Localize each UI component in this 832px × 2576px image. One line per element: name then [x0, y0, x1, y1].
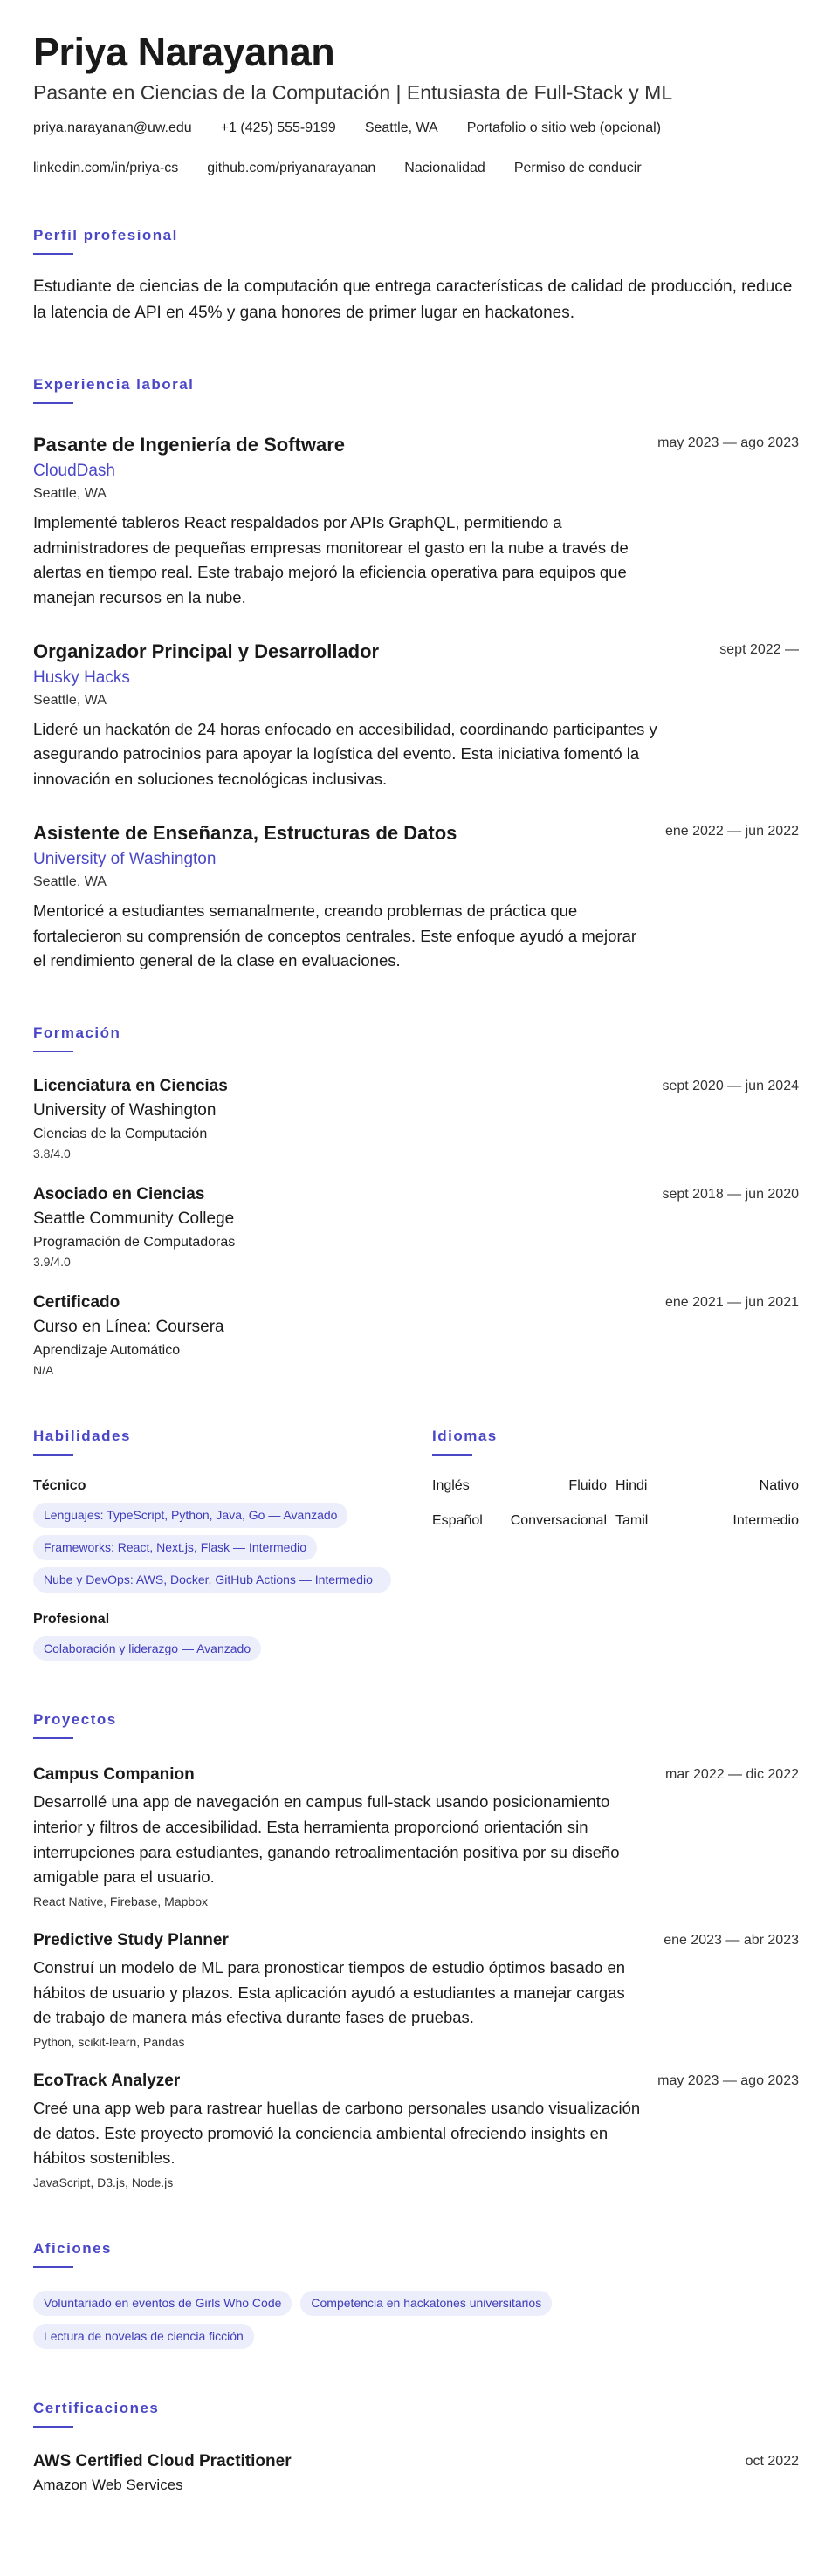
project-tech: Python, scikit-learn, Pandas: [33, 2035, 185, 2050]
education-score: N/A: [33, 1362, 54, 1377]
education-degree: Licenciatura en Ciencias: [33, 1076, 228, 1095]
education-score: 3.9/4.0: [33, 1254, 71, 1269]
experience-location: Seattle, WA: [33, 692, 107, 708]
project-dates: mar 2022 — dic 2022: [665, 1767, 799, 1783]
education-degree: Asociado en Ciencias: [33, 1184, 205, 1203]
contact-portfolio[interactable]: Portafolio o sitio web (opcional): [466, 120, 662, 136]
education-section: [33, 1024, 799, 1377]
skill-tag: Frameworks: React, Next.js, Flask — Intermedio: [33, 1535, 317, 1560]
project-description: Creé una app web para rastrear huellas de carbono personales usando visualización de datos. Este proyecto promovió la conciencia ambiental ofreciendo insights en hábitos sostenibles.: [33, 2099, 641, 2168]
experience-description: Lideré un hackatón de 24 horas enfocado en accesibilidad, coordinando participantes y asegurando patrocinios para apoyar la logística del evento. Esta iniciativa fomentó la innovación en soluciones tecnológicas inclusivas.: [33, 719, 657, 789]
section-divider: [432, 1454, 472, 1456]
candidate-name: Priya Narayanan: [33, 30, 335, 74]
contact-email[interactable]: priya.narayanan@uw.edu: [33, 120, 192, 136]
language-name: Inglés: [432, 1477, 470, 1493]
experience-item: [33, 641, 799, 792]
section-title: Certificaciones: [33, 2399, 160, 2416]
certification-issuer: Amazon Web Services: [33, 2476, 183, 2493]
project-name: EcoTrack Analyzer: [33, 2072, 181, 2091]
experience-dates: sept 2022 —: [719, 641, 799, 657]
certification-date: oct 2022: [745, 2453, 799, 2469]
resume-header: [33, 31, 799, 176]
languages-section: [432, 1428, 799, 1661]
education-item: [33, 1077, 799, 1161]
experience-description: Implementé tableros React respaldados por APIs GraphQL, permitiendo a administradores de pequeñas empresas monitorear el gasto en la nube a través de alertas en tiempo real. Este trabajo mejoró la eficiencia operativa para equipos que manejan recursos en la nube.: [33, 513, 629, 607]
skills-section: [33, 1428, 403, 1661]
section-title: Experiencia laboral: [33, 376, 195, 394]
summary-text: Estudiante de ciencias de la computación que entrega características de calidad de producción, reduce la latencia de API en 45% y gana honores de primer lugar en hackatones.: [33, 277, 793, 322]
language-item: [615, 1513, 799, 1529]
education-dates: sept 2018 — jun 2020: [662, 1186, 799, 1202]
language-item: [615, 1478, 799, 1494]
section-title: Aficiones: [33, 2240, 113, 2257]
experience-role: Pasante de Ingeniería de Software: [33, 434, 346, 456]
projects-section: [33, 1711, 799, 2189]
language-name: Hindi: [615, 1477, 648, 1493]
project-tech: JavaScript, D3.js, Node.js: [33, 2175, 174, 2190]
education-institution: Seattle Community College: [33, 1209, 235, 1228]
education-score: 3.8/4.0: [33, 1146, 71, 1161]
contact-nationality: Nacionalidad: [404, 161, 485, 176]
section-title: Perfil profesional: [33, 227, 178, 244]
experience-location: Seattle, WA: [33, 874, 107, 889]
skill-tag-list: [33, 1503, 403, 1593]
skill-tag-list: [33, 1636, 403, 1661]
hobby-tag-list: [33, 2291, 644, 2349]
project-name: Campus Companion: [33, 1765, 195, 1785]
contact-github[interactable]: github.com/priyanarayanan: [207, 161, 376, 176]
education-area: Aprendizaje Automático: [33, 1342, 181, 1358]
language-item: [432, 1478, 607, 1494]
experience-dates: may 2023 — ago 2023: [657, 435, 799, 451]
section-divider: [33, 1454, 73, 1456]
language-level: Fluido: [568, 1477, 607, 1493]
project-name: Predictive Study Planner: [33, 1931, 229, 1950]
section-title: Formación: [33, 1024, 121, 1041]
education-area: Ciencias de la Computación: [33, 1126, 208, 1141]
education-institution: Curso en Línea: Coursera: [33, 1317, 224, 1336]
contact-list: [33, 120, 799, 176]
experience-item: [33, 822, 799, 974]
language-level: Intermedio: [732, 1512, 799, 1528]
section-divider: [33, 402, 73, 404]
project-description: Desarrollé una app de navegación en campus full-stack usando posicionamiento interior y filtros de accesibilidad. Esta herramienta proporcionó orientación sin interrupciones para estudiantes, ganando retroalimentación positiva por su diseño amigable para el usuario.: [33, 1792, 620, 1887]
hobbies-section: [33, 2240, 799, 2349]
project-item: [33, 2072, 799, 2189]
project-item: [33, 1931, 799, 2049]
section-divider: [33, 1737, 73, 1739]
experience-company: University of Washington: [33, 849, 217, 868]
experience-company: CloudDash: [33, 462, 115, 481]
education-degree: Certificado: [33, 1292, 120, 1312]
project-description: Construí un modelo de ML para pronosticar tiempos de estudio óptimos basado en hábitos de usuario y plazos. Esta aplicación ayudó a estudiantes a manejar cargas de trabajo de manera más efectiva durante fases de pruebas.: [33, 1958, 626, 2027]
skill-group-title: Técnico: [33, 1477, 86, 1493]
experience-description: Mentoricé a estudiantes semanalmente, creando problemas de práctica que fortalecieron su comprensión de conceptos centrales. Este enfoque ayudó a mejorar el rendimiento general de la clase en evaluaciones.: [33, 901, 637, 970]
experience-company: Husky Hacks: [33, 668, 130, 687]
experience-role: Organizador Principal y Desarrollador: [33, 640, 380, 662]
project-item: [33, 1765, 799, 1908]
section-divider: [33, 1051, 73, 1052]
hobby-tag: Competencia en hackatones universitarios: [300, 2291, 552, 2316]
summary-section: [33, 227, 799, 325]
education-dates: ene 2021 — jun 2021: [664, 1294, 799, 1310]
experience-role: Asistente de Enseñanza, Estructuras de Datos: [33, 821, 457, 844]
contact-linkedin[interactable]: linkedin.com/in/priya-cs: [33, 161, 179, 176]
contact-driving-license: Permiso de conducir: [513, 161, 642, 176]
experience-dates: ene 2022 — jun 2022: [664, 823, 799, 839]
hobby-tag: Voluntariado en eventos de Girls Who Code: [33, 2291, 292, 2316]
experience-section: [33, 376, 799, 974]
skills-languages-row: [33, 1428, 799, 1661]
certifications-section: [33, 2400, 799, 2494]
language-name: Tamil: [615, 1512, 649, 1528]
hobby-tag: Lectura de novelas de ciencia ficción: [33, 2324, 254, 2349]
language-item: [432, 1513, 607, 1529]
project-tech: React Native, Firebase, Mapbox: [33, 1894, 208, 1909]
certification-name: AWS Certified Cloud Practitioner: [33, 2451, 292, 2470]
certification-item: [33, 2452, 799, 2494]
education-item: [33, 1293, 799, 1377]
experience-item: [33, 434, 799, 611]
contact-location: Seattle, WA: [364, 120, 438, 136]
headline: Pasante en Ciencias de la Computación | Entusiasta de Full-Stack y ML: [33, 81, 673, 105]
contact-phone[interactable]: +1 (425) 555-9199: [220, 120, 336, 136]
section-title: Idiomas: [432, 1427, 498, 1444]
section-title: Habilidades: [33, 1427, 131, 1444]
experience-location: Seattle, WA: [33, 486, 107, 502]
education-area: Programación de Computadoras: [33, 1234, 236, 1250]
language-name: Español: [432, 1512, 483, 1528]
section-title: Proyectos: [33, 1711, 117, 1729]
language-list: [432, 1478, 799, 1529]
language-level: Nativo: [759, 1477, 799, 1493]
education-item: [33, 1185, 799, 1269]
project-dates: ene 2023 — abr 2023: [664, 1933, 799, 1949]
language-level: Conversacional: [510, 1512, 607, 1528]
skill-tag: Nube y DevOps: AWS, Docker, GitHub Actions — Intermedio: [33, 1567, 391, 1593]
skill-group-title: Profesional: [33, 1611, 110, 1627]
skill-tag: Lenguajes: TypeScript, Python, Java, Go — Avanzado: [33, 1503, 347, 1528]
project-dates: may 2023 — ago 2023: [657, 2073, 799, 2089]
education-dates: sept 2020 — jun 2024: [662, 1078, 799, 1093]
skill-tag: Colaboración y liderazgo — Avanzado: [33, 1636, 261, 1661]
education-institution: University of Washington: [33, 1100, 217, 1120]
section-divider: [33, 253, 73, 255]
section-divider: [33, 2266, 73, 2268]
section-divider: [33, 2426, 73, 2428]
